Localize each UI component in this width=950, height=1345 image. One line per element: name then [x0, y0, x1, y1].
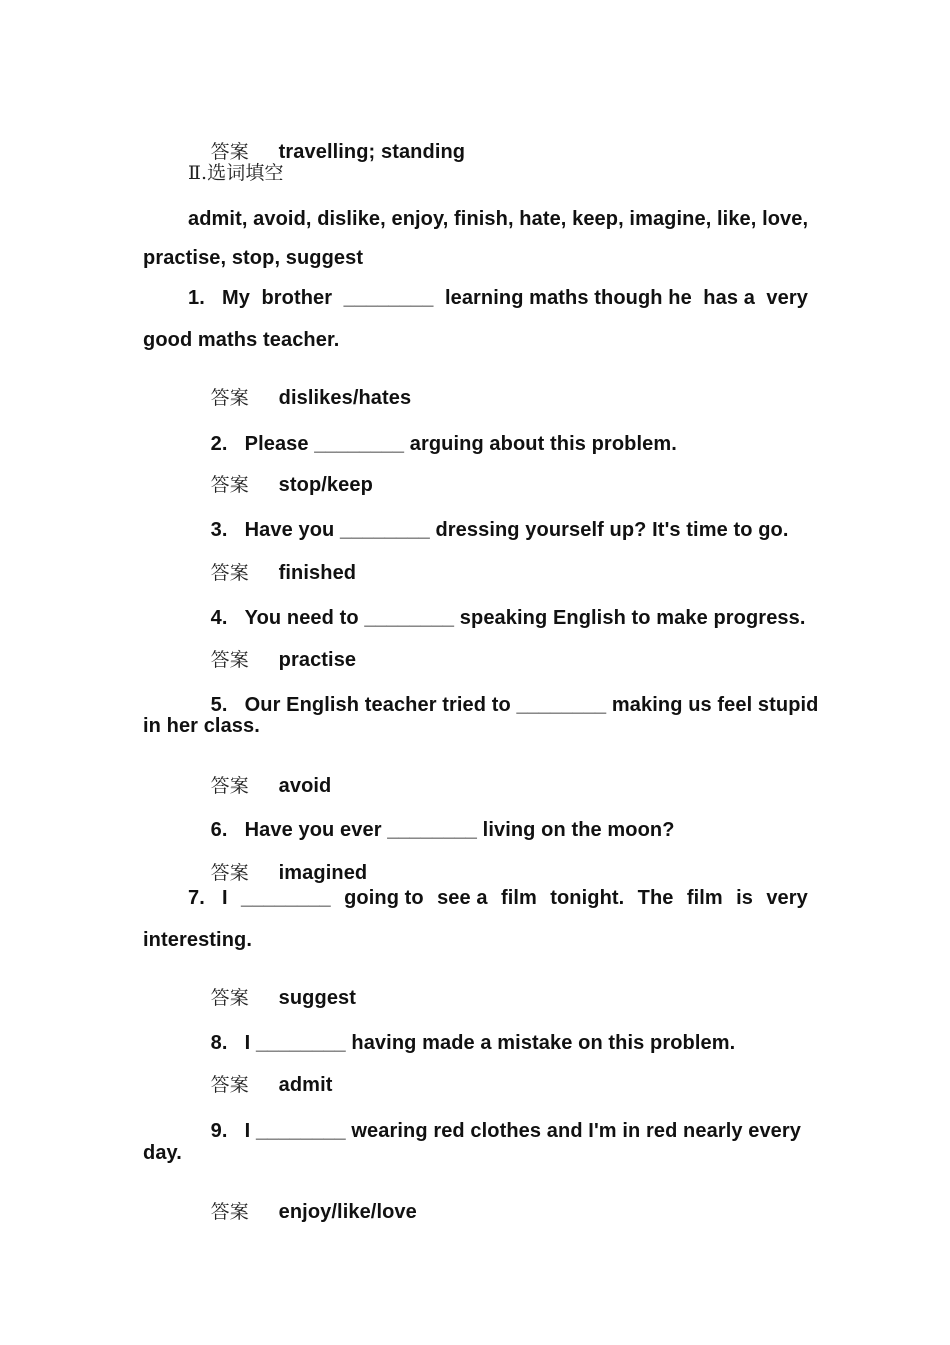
answer-text: practise — [278, 649, 357, 671]
question-word: has a — [703, 287, 755, 309]
question-text: You need to ________ speaking English to make progress. — [244, 607, 806, 629]
answer-label: 答案 — [210, 141, 249, 163]
question-word: My — [222, 287, 250, 309]
answer-text: enjoy/like/love — [278, 1201, 417, 1223]
answer-label: 答案 — [210, 862, 249, 884]
question-number: 3. — [210, 519, 228, 541]
question-word: film — [500, 887, 537, 909]
question-number: 4. — [210, 607, 228, 629]
question-number: 8. — [210, 1032, 228, 1054]
answer-text: travelling; standing — [278, 141, 466, 163]
word-bank-line-1: admit, avoid, dislike, enjoy, finish, hate, keep, imagine, like, love, — [188, 208, 809, 230]
question-number: 9. — [210, 1120, 228, 1142]
question-number: 6. — [210, 819, 228, 841]
answer-label: 答案 — [210, 1201, 249, 1223]
question-1-line-2: good maths teacher. — [143, 329, 340, 351]
question-5-line-2: in her class. — [143, 715, 260, 737]
question-word: learning maths though he — [444, 287, 692, 309]
question-word: tonight. — [550, 887, 625, 909]
question-number: 7. — [188, 887, 205, 909]
answer-text: finished — [278, 562, 357, 584]
question-word: going to — [344, 887, 424, 909]
answer-label: 答案 — [210, 474, 249, 496]
answer-text: avoid — [278, 775, 332, 797]
question-text: Have you ever ________ living on the moon? — [244, 819, 675, 841]
question-number: 5. — [210, 694, 228, 716]
question-word: I — [222, 887, 228, 909]
question-word: brother — [261, 287, 333, 309]
question-9-line-1 — [188, 1101, 801, 1161]
question-7-line-1 — [188, 888, 808, 908]
answer-label: 答案 — [210, 775, 249, 797]
answer-text: dislikes/hates — [278, 387, 412, 409]
question-word: film — [686, 887, 723, 909]
answer-text: admit — [278, 1074, 333, 1096]
answer-label: 答案 — [210, 649, 249, 671]
question-5-line-1 — [188, 675, 819, 735]
answer-label: 答案 — [210, 562, 249, 584]
question-text: I ________ having made a mistake on this problem. — [244, 1032, 736, 1054]
answer-label: 答案 — [210, 1074, 249, 1096]
question-number: 2. — [210, 433, 228, 455]
question-text: I ________ wearing red clothes and I'm in red nearly every — [244, 1120, 802, 1142]
answer-text: stop/keep — [278, 474, 373, 496]
question-word: very — [766, 287, 808, 309]
question-1-line-1 — [188, 288, 808, 308]
answer-label: 答案 — [210, 987, 249, 1009]
question-text: Please ________ arguing about this problem. — [244, 433, 677, 455]
question-word: is — [736, 887, 753, 909]
word-bank-line-2: practise, stop, suggest — [143, 247, 364, 269]
question-number: 1. — [188, 287, 205, 309]
question-word: see a — [437, 887, 488, 909]
question-word: The — [637, 887, 674, 909]
answer-blank: ________ — [240, 887, 331, 909]
question-9-line-2: day. — [143, 1142, 182, 1164]
answer-line-9 — [188, 1182, 417, 1242]
section-title: Ⅱ.选词填空 — [188, 162, 284, 184]
answer-blank: ________ — [343, 287, 434, 309]
answer-label: 答案 — [210, 387, 249, 409]
question-7-line-2: interesting. — [143, 929, 252, 951]
question-text: Have you ________ dressing yourself up? It's time to go. — [244, 519, 789, 541]
question-word: very — [766, 887, 808, 909]
answer-text: imagined — [278, 862, 368, 884]
question-text: Our English teacher tried to ________ making us feel stupid — [244, 694, 819, 716]
answer-text: suggest — [278, 987, 357, 1009]
